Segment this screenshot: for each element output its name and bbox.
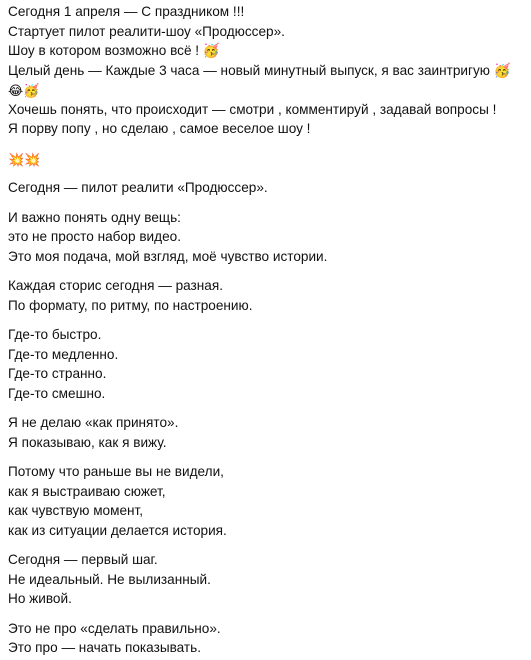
sparkles-line xyxy=(8,149,523,169)
post-line: Это про — начать показывать. xyxy=(8,640,202,655)
post-line: Я показываю, как я вижу. xyxy=(8,434,167,450)
post-line: Это не про «сделать правильно». xyxy=(8,620,221,636)
post-line: Шоу в котором возможно всё ! 🥳 xyxy=(8,43,220,58)
post-line: Сегодня 1 апреля — С праздником !!! xyxy=(8,4,245,19)
post-line: это не просто набор видео. xyxy=(8,229,181,244)
post-line: Не идеальный. Не вылизанный. xyxy=(8,571,211,587)
post-line: Целый день — Каждые 3 часа — новый минутный выпуск, я вас заинтригую 🥳 xyxy=(8,62,511,78)
post-line: Где-то быстро. xyxy=(8,327,102,342)
collision-emoji: 💥💥 xyxy=(8,152,41,168)
post-line: Я порву попу , но сделаю , самое веселое шоу ! xyxy=(8,121,311,136)
post-line: Потому что раньше вы не видели, xyxy=(8,464,224,479)
laugh-party-emoji: 😂🥳 xyxy=(8,84,40,99)
post-line: По формату, по ритму, по настроению. xyxy=(8,297,253,313)
post-line: Где-то странно. xyxy=(8,366,107,381)
emoji-line xyxy=(8,80,523,100)
post-line: Это моя подача, мой взгляд, моё чувство истории. xyxy=(8,248,328,264)
post-line: как из ситуации делается история. xyxy=(8,522,227,538)
post-line: Где-то смешно. xyxy=(8,385,106,401)
post-line: Я не делаю «как принято». xyxy=(8,415,179,430)
post-line: Но живой. xyxy=(8,591,72,606)
post-line: Сегодня — пилот реалити «Продюссер». xyxy=(8,180,268,195)
post-line: Сегодня — первый шаг. xyxy=(8,552,158,567)
post-line: как чувствую момент, xyxy=(8,503,144,518)
post-line: Каждая сторис сегодня — разная. xyxy=(8,278,223,293)
post-line: как я выстраиваю сюжет, xyxy=(8,483,166,499)
post-line: Стартует пилот реалити-шоу «Продюссер». xyxy=(8,23,285,39)
post-line: Где-то медленно. xyxy=(8,346,119,362)
post-line: Хочешь понять, что происходит — смотри , комментируй , задавай вопросы ! xyxy=(8,101,497,117)
post-line: И важно понять одну вещь: xyxy=(8,209,181,225)
